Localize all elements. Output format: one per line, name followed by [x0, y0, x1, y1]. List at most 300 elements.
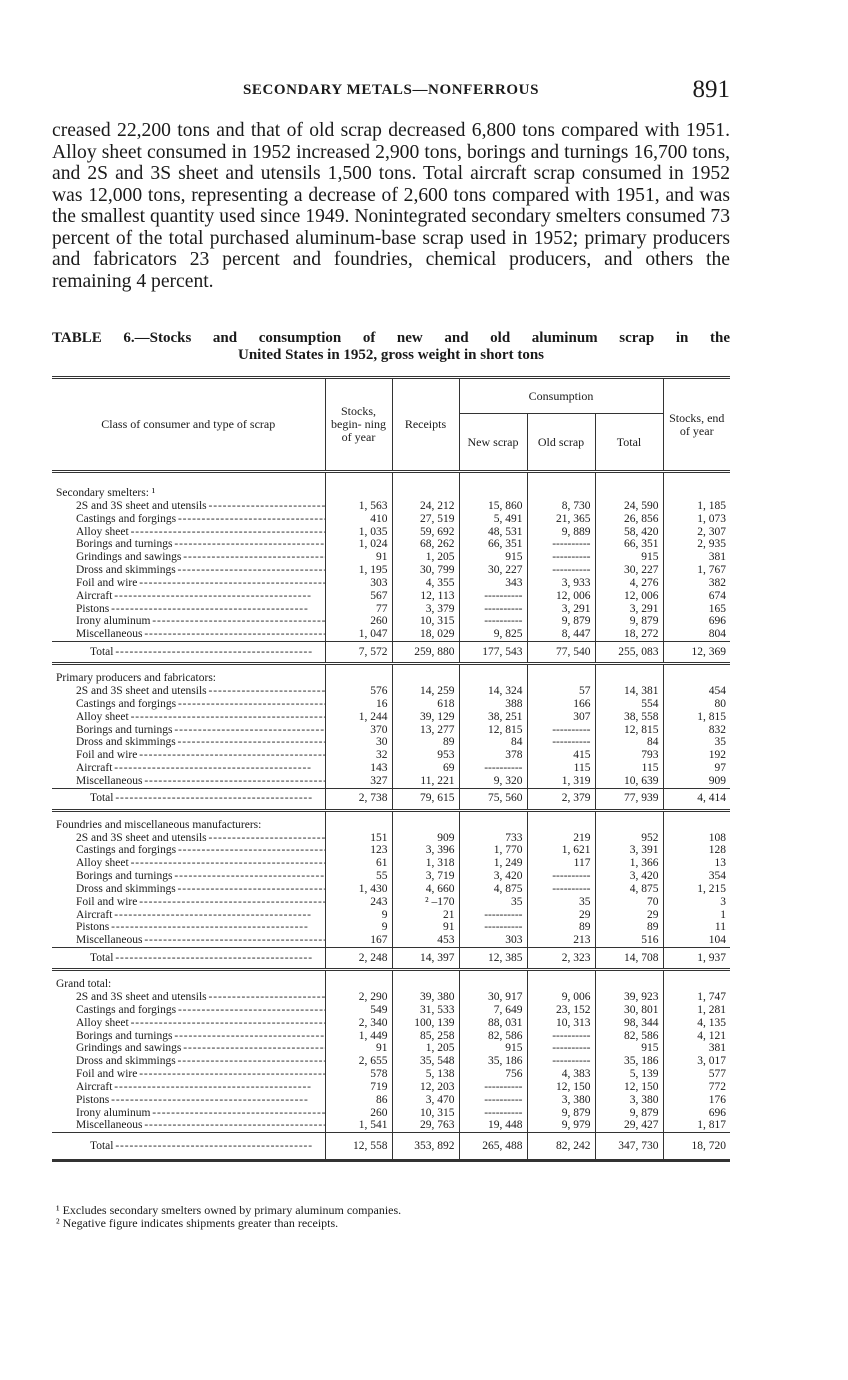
row-label: 2S and 3S sheet and utensils - - - [52, 832, 325, 845]
empty-cell [527, 978, 595, 991]
cell-stocks-end: 192 [663, 749, 730, 762]
cell-new-scrap: 30, 917 [459, 991, 527, 1004]
table-row [52, 749, 730, 762]
row-label-cell [52, 615, 325, 628]
total-total: 347, 730 [595, 1133, 663, 1161]
table-row [52, 870, 730, 883]
cell-new-scrap: 35, 186 [459, 1055, 527, 1068]
total-total: 255, 083 [595, 642, 663, 664]
cell-stocks-begin: 549 [325, 1004, 392, 1017]
total-label-cell [52, 948, 325, 970]
table-row [52, 603, 730, 616]
cell-old-scrap: 3, 933 [527, 577, 595, 590]
cell-new-scrap: 378 [459, 749, 527, 762]
cell-old-scrap: 8, 730 [527, 500, 595, 513]
table-row [52, 500, 730, 513]
cell-receipts: 3, 719 [392, 870, 459, 883]
table-row [52, 564, 730, 577]
row-label: Dross and skimmings - - - [52, 1055, 325, 1068]
total-new-scrap: 75, 560 [459, 788, 527, 810]
row-label-cell [52, 1107, 325, 1120]
cell-receipts: 618 [392, 698, 459, 711]
cell-stocks-begin: 32 [325, 749, 392, 762]
table-row [52, 1107, 730, 1120]
page-number: 891 [692, 76, 730, 103]
cell-receipts: 1, 205 [392, 551, 459, 564]
col-header-consumption: Consumption [459, 378, 663, 414]
cell-old-scrap: 1, 319 [527, 775, 595, 788]
cell-new-scrap: 14, 324 [459, 685, 527, 698]
cell-new-scrap: 30, 227 [459, 564, 527, 577]
total-row [52, 1133, 730, 1161]
row-label: Irony aluminum - - - [52, 615, 325, 628]
cell-old-scrap: ---------- [527, 551, 595, 564]
cell-total: 84 [595, 736, 663, 749]
cell-total: 39, 923 [595, 991, 663, 1004]
col-header-stocks-end: Stocks, end of year [663, 378, 730, 472]
footnote: ¹ Excludes secondary smelters owned by primary aluminum companies. [56, 1203, 402, 1217]
cell-new-scrap: 915 [459, 1042, 527, 1055]
col-header-class: Class of consumer and type of scrap [52, 378, 325, 472]
total-receipts: 353, 892 [392, 1133, 459, 1161]
cell-receipts: 39, 380 [392, 991, 459, 1004]
cell-new-scrap: 35 [459, 896, 527, 909]
row-label: Foil and wire - - - [52, 749, 325, 762]
total-row [52, 788, 730, 810]
spacer-cell [392, 472, 459, 488]
row-label-cell [52, 1081, 325, 1094]
cell-total: 12, 815 [595, 724, 663, 737]
cell-receipts: 1, 318 [392, 857, 459, 870]
cell-stocks-begin: 55 [325, 870, 392, 883]
cell-old-scrap: 117 [527, 857, 595, 870]
cell-old-scrap: 166 [527, 698, 595, 711]
cell-receipts: 68, 262 [392, 538, 459, 551]
cell-stocks-begin: 91 [325, 551, 392, 564]
row-label: Dross and skimmings - - - [52, 564, 325, 577]
spacer-cell [392, 970, 459, 979]
cell-receipts: 1, 205 [392, 1042, 459, 1055]
table-row [52, 921, 730, 934]
table-row [52, 1042, 730, 1055]
total-old-scrap: 2, 323 [527, 948, 595, 970]
cell-receipts: ² –170 [392, 896, 459, 909]
cell-stocks-end: 909 [663, 775, 730, 788]
cell-stocks-begin: 1, 244 [325, 711, 392, 724]
row-label: Aircraft - - - [52, 762, 325, 775]
spacer-cell [663, 664, 730, 673]
total-label-cell [52, 1133, 325, 1161]
cell-stocks-begin: 1, 449 [325, 1030, 392, 1043]
cell-new-scrap: 915 [459, 551, 527, 564]
group-heading-cell [52, 978, 325, 991]
col-header-new-scrap: New scrap [459, 414, 527, 472]
cell-new-scrap: 38, 251 [459, 711, 527, 724]
cell-stocks-begin: 1, 035 [325, 526, 392, 539]
cell-stocks-end: 1, 281 [663, 1004, 730, 1017]
cell-old-scrap: ---------- [527, 883, 595, 896]
row-label: Castings and forgings - - - [52, 513, 325, 526]
row-label-cell [52, 526, 325, 539]
row-label: Borings and turnings - - - [52, 538, 325, 551]
row-label-cell [52, 538, 325, 551]
row-label: Alloy sheet - - - [52, 526, 325, 539]
table-spacer-row [52, 970, 730, 979]
row-label-cell [52, 1094, 325, 1107]
cell-receipts: 3, 470 [392, 1094, 459, 1107]
table-row [52, 698, 730, 711]
spacer-cell [325, 472, 392, 488]
cell-stocks-begin: 77 [325, 603, 392, 616]
cell-total: 3, 291 [595, 603, 663, 616]
spacer-cell [325, 664, 392, 673]
cell-stocks-end: 165 [663, 603, 730, 616]
table-row [52, 1004, 730, 1017]
cell-total: 115 [595, 762, 663, 775]
cell-stocks-end: 1, 215 [663, 883, 730, 896]
row-label: 2S and 3S sheet and utensils - - - [52, 500, 325, 513]
table-row [52, 1068, 730, 1081]
cell-new-scrap: ---------- [459, 590, 527, 603]
cell-new-scrap: 84 [459, 736, 527, 749]
cell-total: 29 [595, 909, 663, 922]
cell-old-scrap: 3, 380 [527, 1094, 595, 1107]
cell-stocks-begin: 2, 290 [325, 991, 392, 1004]
cell-stocks-end: 1 [663, 909, 730, 922]
empty-cell [392, 978, 459, 991]
table-caption-line: TABLE 6.—Stocks and consumption of new and old aluminum scrap in the [52, 330, 730, 346]
cell-new-scrap: 343 [459, 577, 527, 590]
cell-old-scrap: 21, 365 [527, 513, 595, 526]
cell-stocks-end: 35 [663, 736, 730, 749]
table-row [52, 538, 730, 551]
cell-total: 12, 150 [595, 1081, 663, 1094]
row-label-cell [52, 685, 325, 698]
cell-new-scrap: 66, 351 [459, 538, 527, 551]
cell-total: 1, 366 [595, 857, 663, 870]
row-label-cell [52, 934, 325, 947]
cell-total: 952 [595, 832, 663, 845]
cell-receipts: 31, 533 [392, 1004, 459, 1017]
cell-old-scrap: 415 [527, 749, 595, 762]
row-label: Alloy sheet - - - [52, 857, 325, 870]
cell-total: 18, 272 [595, 628, 663, 641]
group-heading-cell [52, 487, 325, 500]
cell-stocks-begin: 143 [325, 762, 392, 775]
row-label-cell [52, 921, 325, 934]
cell-stocks-end: 577 [663, 1068, 730, 1081]
cell-stocks-end: 176 [663, 1094, 730, 1107]
cell-stocks-end: 381 [663, 1042, 730, 1055]
table-row [52, 1094, 730, 1107]
group-heading: Secondary smelters: ¹ [56, 487, 156, 499]
table-row [52, 896, 730, 909]
row-label: Aircraft - - - [52, 1081, 325, 1094]
cell-total: 35, 186 [595, 1055, 663, 1068]
row-label-cell [52, 628, 325, 641]
cell-new-scrap: 1, 249 [459, 857, 527, 870]
cell-old-scrap: 89 [527, 921, 595, 934]
total-label-cell [52, 642, 325, 664]
row-label: Pistons - - - [52, 1094, 325, 1107]
cell-total: 58, 420 [595, 526, 663, 539]
cell-total: 30, 227 [595, 564, 663, 577]
row-label: Castings and forgings - - - [52, 844, 325, 857]
cell-stocks-end: 3 [663, 896, 730, 909]
group-heading-row [52, 819, 730, 832]
spacer-cell [392, 810, 459, 819]
cell-new-scrap: 303 [459, 934, 527, 947]
table-row [52, 590, 730, 603]
scrap-table [52, 376, 730, 1162]
spacer-cell [663, 472, 730, 488]
spacer-cell [52, 472, 325, 488]
cell-receipts: 10, 315 [392, 615, 459, 628]
total-stocks-end: 1, 937 [663, 948, 730, 970]
cell-new-scrap: 88, 031 [459, 1017, 527, 1030]
cell-stocks-end: 80 [663, 698, 730, 711]
cell-stocks-begin: 1, 195 [325, 564, 392, 577]
cell-stocks-end: 674 [663, 590, 730, 603]
total-new-scrap: 177, 543 [459, 642, 527, 664]
cell-total: 3, 391 [595, 844, 663, 857]
cell-new-scrap: ---------- [459, 762, 527, 775]
cell-old-scrap: ---------- [527, 538, 595, 551]
cell-old-scrap: ---------- [527, 1055, 595, 1068]
total-label: Total - - - [52, 646, 325, 659]
spacer-cell [595, 472, 663, 488]
group-heading-cell [52, 819, 325, 832]
row-label-cell [52, 991, 325, 1004]
table-row [52, 736, 730, 749]
empty-cell [392, 487, 459, 500]
cell-new-scrap: 7, 649 [459, 1004, 527, 1017]
row-label: 2S and 3S sheet and utensils - - - [52, 685, 325, 698]
cell-stocks-end: 4, 135 [663, 1017, 730, 1030]
row-label-cell [52, 1004, 325, 1017]
empty-cell [663, 672, 730, 685]
col-header-total: Total [595, 414, 663, 472]
empty-cell [595, 978, 663, 991]
cell-old-scrap: 3, 291 [527, 603, 595, 616]
spacer-cell [325, 810, 392, 819]
total-total: 14, 708 [595, 948, 663, 970]
cell-new-scrap: 19, 448 [459, 1119, 527, 1132]
cell-stocks-end: 1, 815 [663, 711, 730, 724]
cell-stocks-end: 97 [663, 762, 730, 775]
table-row [52, 513, 730, 526]
cell-total: 38, 558 [595, 711, 663, 724]
total-stocks-begin: 7, 572 [325, 642, 392, 664]
cell-stocks-end: 804 [663, 628, 730, 641]
cell-receipts: 909 [392, 832, 459, 845]
group-heading-row [52, 487, 730, 500]
row-label-cell [52, 870, 325, 883]
row-label-cell [52, 896, 325, 909]
cell-stocks-end: 13 [663, 857, 730, 870]
row-label: Irony aluminum - - - [52, 1107, 325, 1120]
spacer-cell [459, 664, 527, 673]
cell-old-scrap: 9, 879 [527, 615, 595, 628]
cell-receipts: 18, 029 [392, 628, 459, 641]
cell-stocks-end: 381 [663, 551, 730, 564]
cell-stocks-begin: 91 [325, 1042, 392, 1055]
cell-total: 24, 590 [595, 500, 663, 513]
cell-old-scrap: 9, 879 [527, 1107, 595, 1120]
cell-stocks-end: 832 [663, 724, 730, 737]
cell-stocks-end: 696 [663, 1107, 730, 1120]
cell-stocks-begin: 167 [325, 934, 392, 947]
total-stocks-begin: 12, 558 [325, 1133, 392, 1161]
cell-new-scrap: 5, 491 [459, 513, 527, 526]
total-label: Total - - - [52, 1140, 325, 1153]
row-label-cell [52, 603, 325, 616]
row-label-cell [52, 500, 325, 513]
cell-old-scrap: 115 [527, 762, 595, 775]
table-row [52, 832, 730, 845]
row-label: Foil and wire - - - [52, 896, 325, 909]
table-row [52, 1081, 730, 1094]
row-label: Dross and skimmings - - - [52, 736, 325, 749]
total-old-scrap: 2, 379 [527, 788, 595, 810]
cell-receipts: 453 [392, 934, 459, 947]
cell-stocks-begin: 327 [325, 775, 392, 788]
body-paragraph: creased 22,200 tons and that of old scrap decreased 6,800 tons compared with 1951. Alloy sheet consumed in 1952 increased 2,900 tons, borings and turnings 16,700 tons, and 2S and 3S sheet and utensils 1,500 tons. Total aircraft scrap consumed in 1952 was 12,000 tons, representing a decrease of 2,600 tons compared with 1951, and was the smallest quantity used since 1949. Nonintegrated secondary smelters consumed 73 percent of the total purchased aluminum-base scrap used in 1952; primary producers and fabricators 23 percent and foundries, chemical producers, and others the remaining 4 percent. [52, 120, 730, 292]
cell-stocks-begin: 578 [325, 1068, 392, 1081]
cell-stocks-end: 772 [663, 1081, 730, 1094]
cell-receipts: 13, 277 [392, 724, 459, 737]
cell-old-scrap: 307 [527, 711, 595, 724]
row-label: Aircraft - - - [52, 590, 325, 603]
table-row [52, 762, 730, 775]
cell-stocks-end: 354 [663, 870, 730, 883]
cell-total: 82, 586 [595, 1030, 663, 1043]
footnotes [52, 1204, 730, 1230]
row-label-cell [52, 1030, 325, 1043]
table-row [52, 909, 730, 922]
cell-total: 14, 381 [595, 685, 663, 698]
total-label: Total - - - [52, 952, 325, 965]
row-label-cell [52, 577, 325, 590]
empty-cell [392, 819, 459, 832]
table-row [52, 685, 730, 698]
cell-stocks-begin: 9 [325, 909, 392, 922]
col-header-old-scrap: Old scrap [527, 414, 595, 472]
table-body [52, 472, 730, 1161]
row-label-cell [52, 513, 325, 526]
total-new-scrap: 12, 385 [459, 948, 527, 970]
cell-new-scrap: ---------- [459, 603, 527, 616]
spacer-cell [459, 970, 527, 979]
empty-cell [325, 819, 392, 832]
empty-cell [325, 672, 392, 685]
empty-cell [325, 487, 392, 500]
cell-total: 89 [595, 921, 663, 934]
cell-old-scrap: 9, 889 [527, 526, 595, 539]
cell-old-scrap: 1, 621 [527, 844, 595, 857]
cell-total: 30, 801 [595, 1004, 663, 1017]
spacer-cell [325, 970, 392, 979]
total-row [52, 642, 730, 664]
empty-cell [459, 819, 527, 832]
cell-total: 516 [595, 934, 663, 947]
row-label: Alloy sheet - - - [52, 1017, 325, 1030]
cell-new-scrap: 12, 815 [459, 724, 527, 737]
table-row [52, 857, 730, 870]
cell-stocks-begin: 260 [325, 1107, 392, 1120]
cell-receipts: 11, 221 [392, 775, 459, 788]
row-label-cell [52, 698, 325, 711]
cell-stocks-end: 1, 185 [663, 500, 730, 513]
cell-old-scrap: 213 [527, 934, 595, 947]
total-stocks-end: 12, 369 [663, 642, 730, 664]
cell-old-scrap: ---------- [527, 736, 595, 749]
spacer-cell [52, 664, 325, 673]
total-old-scrap: 77, 540 [527, 642, 595, 664]
table-row [52, 628, 730, 641]
table-row [52, 711, 730, 724]
cell-receipts: 5, 138 [392, 1068, 459, 1081]
cell-new-scrap: ---------- [459, 615, 527, 628]
cell-new-scrap: 9, 320 [459, 775, 527, 788]
table-caption-line: United States in 1952, gross weight in short tons [238, 347, 544, 363]
footnote: ² Negative figure indicates shipments greater than receipts. [56, 1216, 339, 1230]
row-label-cell [52, 1068, 325, 1081]
cell-old-scrap: ---------- [527, 1042, 595, 1055]
row-label: 2S and 3S sheet and utensils - - - [52, 991, 325, 1004]
empty-cell [595, 672, 663, 685]
cell-stocks-begin: 1, 047 [325, 628, 392, 641]
cell-new-scrap: 756 [459, 1068, 527, 1081]
cell-total: 9, 879 [595, 615, 663, 628]
empty-cell [459, 978, 527, 991]
cell-stocks-begin: 719 [325, 1081, 392, 1094]
cell-old-scrap: 9, 979 [527, 1119, 595, 1132]
cell-total: 554 [595, 698, 663, 711]
cell-new-scrap: 3, 420 [459, 870, 527, 883]
cell-new-scrap: 733 [459, 832, 527, 845]
total-label: Total - - - [52, 792, 325, 805]
cell-receipts: 29, 763 [392, 1119, 459, 1132]
cell-total: 9, 879 [595, 1107, 663, 1120]
row-label: Alloy sheet - - - [52, 711, 325, 724]
cell-total: 915 [595, 551, 663, 564]
cell-stocks-end: 1, 767 [663, 564, 730, 577]
cell-stocks-end: 3, 017 [663, 1055, 730, 1068]
cell-stocks-end: 11 [663, 921, 730, 934]
row-label-cell [52, 909, 325, 922]
cell-stocks-begin: 1, 024 [325, 538, 392, 551]
cell-stocks-end: 696 [663, 615, 730, 628]
cell-new-scrap: ---------- [459, 921, 527, 934]
empty-cell [527, 672, 595, 685]
row-label: Foil and wire - - - [52, 1068, 325, 1081]
cell-old-scrap: 4, 383 [527, 1068, 595, 1081]
cell-stocks-begin: 151 [325, 832, 392, 845]
cell-stocks-begin: 30 [325, 736, 392, 749]
running-head [52, 76, 730, 106]
cell-receipts: 10, 315 [392, 1107, 459, 1120]
total-receipts: 79, 615 [392, 788, 459, 810]
cell-old-scrap: ---------- [527, 724, 595, 737]
cell-old-scrap: ---------- [527, 1030, 595, 1043]
spacer-cell [52, 810, 325, 819]
empty-cell [595, 487, 663, 500]
data-table-container [52, 376, 730, 1162]
row-label-cell [52, 749, 325, 762]
cell-stocks-begin: 16 [325, 698, 392, 711]
cell-old-scrap: 57 [527, 685, 595, 698]
